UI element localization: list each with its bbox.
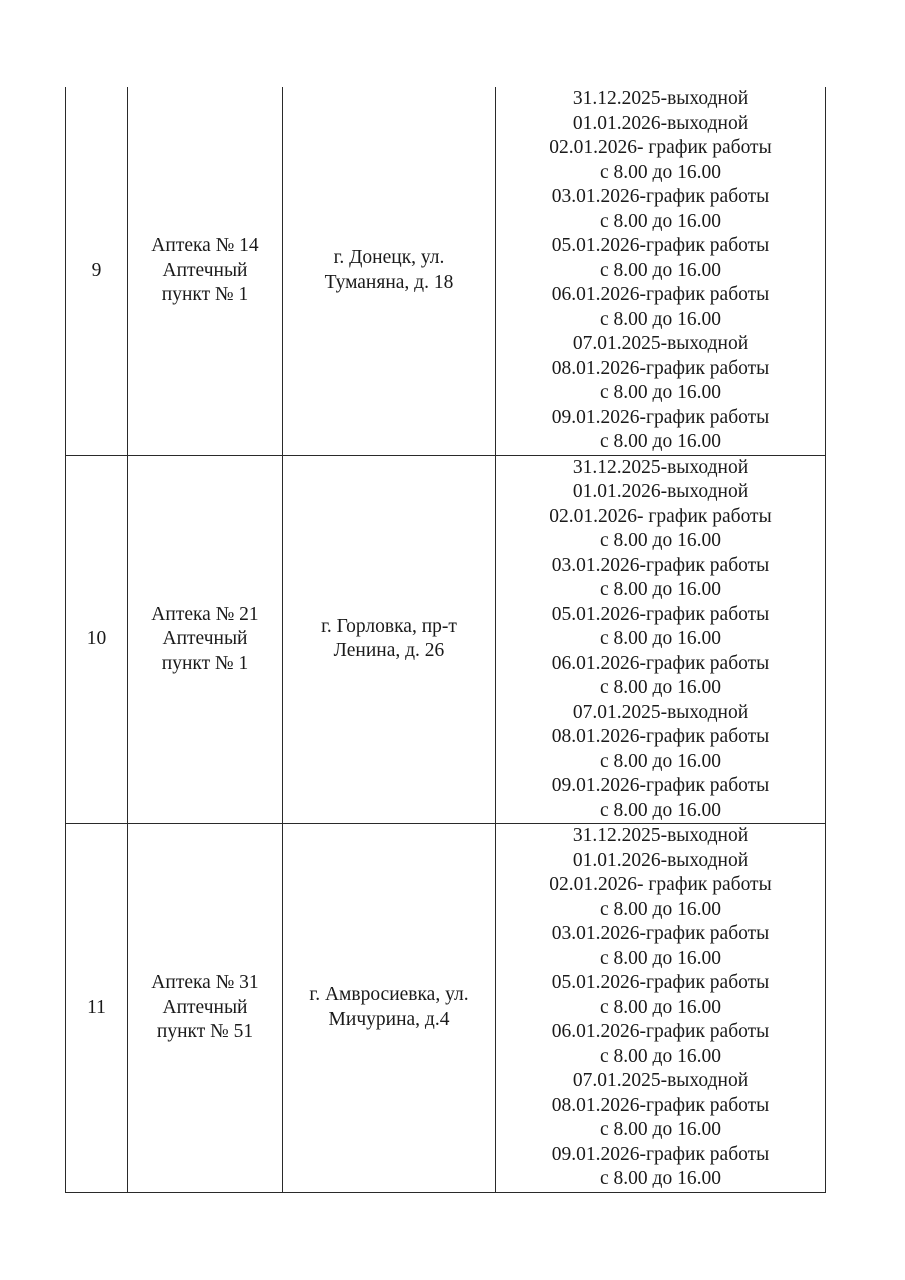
schedule-line: 08.01.2026-график работы <box>551 357 770 379</box>
schedule-line: 05.01.2026-график работы <box>551 603 770 625</box>
schedule-line: 06.01.2026-график работы <box>551 652 770 674</box>
schedule-line: 02.01.2026- график работы <box>549 137 772 158</box>
schedule-line: 09.01.2026-график работы <box>551 406 770 428</box>
row-number <box>66 87 128 455</box>
schedule-line: 07.01.2025-выходной <box>572 333 749 354</box>
address-line: г. Донецк, ул. <box>333 247 445 269</box>
schedule-line: 06.01.2026-график работы <box>551 284 770 305</box>
name-line: пункт № 1 <box>161 652 249 674</box>
schedule-line: 31.12.2025-выходной <box>572 456 749 478</box>
pharmacy-name-cell <box>128 455 283 824</box>
name-line: Аптека № 14 <box>151 235 259 256</box>
schedule-line: с 8.00 до 16.00 <box>600 898 721 920</box>
schedule-line: 03.01.2026-график работы <box>551 186 770 207</box>
table-row <box>66 824 826 1193</box>
schedule-line: 09.01.2026-график работы <box>551 1143 770 1165</box>
row-number-text: 10 <box>86 628 107 649</box>
schedule-line: 01.01.2026-выходной <box>572 481 749 502</box>
schedule-line: с 8.00 до 16.00 <box>600 308 721 330</box>
schedule-line: 03.01.2026-график работы <box>551 923 770 944</box>
schedule-line: с 8.00 до 16.00 <box>600 579 721 600</box>
schedule <box>496 456 825 824</box>
schedule-line: с 8.00 до 16.00 <box>600 996 721 1018</box>
schedule-line: с 8.00 до 16.00 <box>600 750 721 772</box>
address-cell <box>283 824 496 1193</box>
pharmacy-name <box>128 971 282 1045</box>
name-line: Аптека № 31 <box>151 972 259 993</box>
schedule-line: 01.01.2026-выходной <box>572 112 749 134</box>
name-line: Аптечный <box>162 996 248 1018</box>
table-row <box>66 87 826 455</box>
address-line: Ленина, д. 26 <box>333 640 445 662</box>
schedule-line: с 8.00 до 16.00 <box>600 210 721 232</box>
schedule-line: 05.01.2026-график работы <box>551 235 770 256</box>
table-row <box>66 455 826 824</box>
schedule-line: с 8.00 до 16.00 <box>600 161 721 183</box>
address-line: г. Амвросиевка, ул. <box>309 984 469 1006</box>
pharmacy-name-cell <box>128 87 283 455</box>
schedule-line: с 8.00 до 16.00 <box>600 530 721 551</box>
schedule-line: с 8.00 до 16.00 <box>600 382 721 403</box>
schedule-cell <box>496 87 826 455</box>
schedule-line: 01.01.2026-выходной <box>572 849 749 871</box>
row-number <box>66 455 128 824</box>
schedule-line: 08.01.2026-график работы <box>551 726 770 747</box>
schedule-line: с 8.00 до 16.00 <box>600 628 721 649</box>
schedule-line: 05.01.2026-график работы <box>551 972 770 993</box>
address-line: г. Горловка, пр-т <box>321 615 457 637</box>
schedule-line: 02.01.2026- график работы <box>549 874 772 895</box>
schedule-line: 06.01.2026-график работы <box>551 1021 770 1042</box>
row-number-text: 9 <box>91 259 102 281</box>
address-line: Туманяна, д. 18 <box>324 271 454 293</box>
schedule-line: 31.12.2025-выходной <box>572 825 749 846</box>
schedule-line: 08.01.2026-график работы <box>551 1094 770 1116</box>
pharmacy-name-cell <box>128 824 283 1193</box>
schedule <box>496 824 825 1192</box>
schedule-line: с 8.00 до 16.00 <box>600 799 721 821</box>
row-number <box>66 824 128 1193</box>
schedule-line: с 8.00 до 16.00 <box>600 1045 721 1067</box>
name-line: пункт № 1 <box>161 284 249 305</box>
schedule-line: с 8.00 до 16.00 <box>600 259 721 281</box>
schedule-line: с 8.00 до 16.00 <box>600 1119 721 1140</box>
name-line: Аптечный <box>162 259 248 281</box>
schedule-line: с 8.00 до 16.00 <box>600 947 721 969</box>
schedule-cell <box>496 824 826 1193</box>
schedule-line: 07.01.2025-выходной <box>572 1070 749 1091</box>
address <box>283 983 495 1032</box>
schedule-line: 07.01.2025-выходной <box>572 701 749 723</box>
schedule-line: 02.01.2026- график работы <box>549 505 772 527</box>
address <box>283 615 495 664</box>
pharmacy-schedule-table <box>65 87 826 1193</box>
schedule-line: 31.12.2025-выходной <box>572 88 749 109</box>
schedule-line: 03.01.2026-график работы <box>551 554 770 576</box>
address-cell <box>283 455 496 824</box>
schedule-cell <box>496 455 826 824</box>
name-line: Аптечный <box>162 628 248 649</box>
schedule-line: 09.01.2026-график работы <box>551 775 770 796</box>
pharmacy-name <box>128 603 282 677</box>
schedule-line: с 8.00 до 16.00 <box>600 677 721 698</box>
name-line: пункт № 51 <box>156 1021 254 1042</box>
address-cell <box>283 87 496 455</box>
name-line: Аптека № 21 <box>151 603 259 625</box>
schedule-line: с 8.00 до 16.00 <box>600 1168 721 1189</box>
address-line: Мичурина, д.4 <box>328 1008 450 1030</box>
address <box>283 246 495 295</box>
schedule <box>496 87 825 455</box>
row-number-text: 11 <box>87 996 106 1018</box>
pharmacy-name <box>128 234 282 308</box>
schedule-line: с 8.00 до 16.00 <box>600 431 721 452</box>
